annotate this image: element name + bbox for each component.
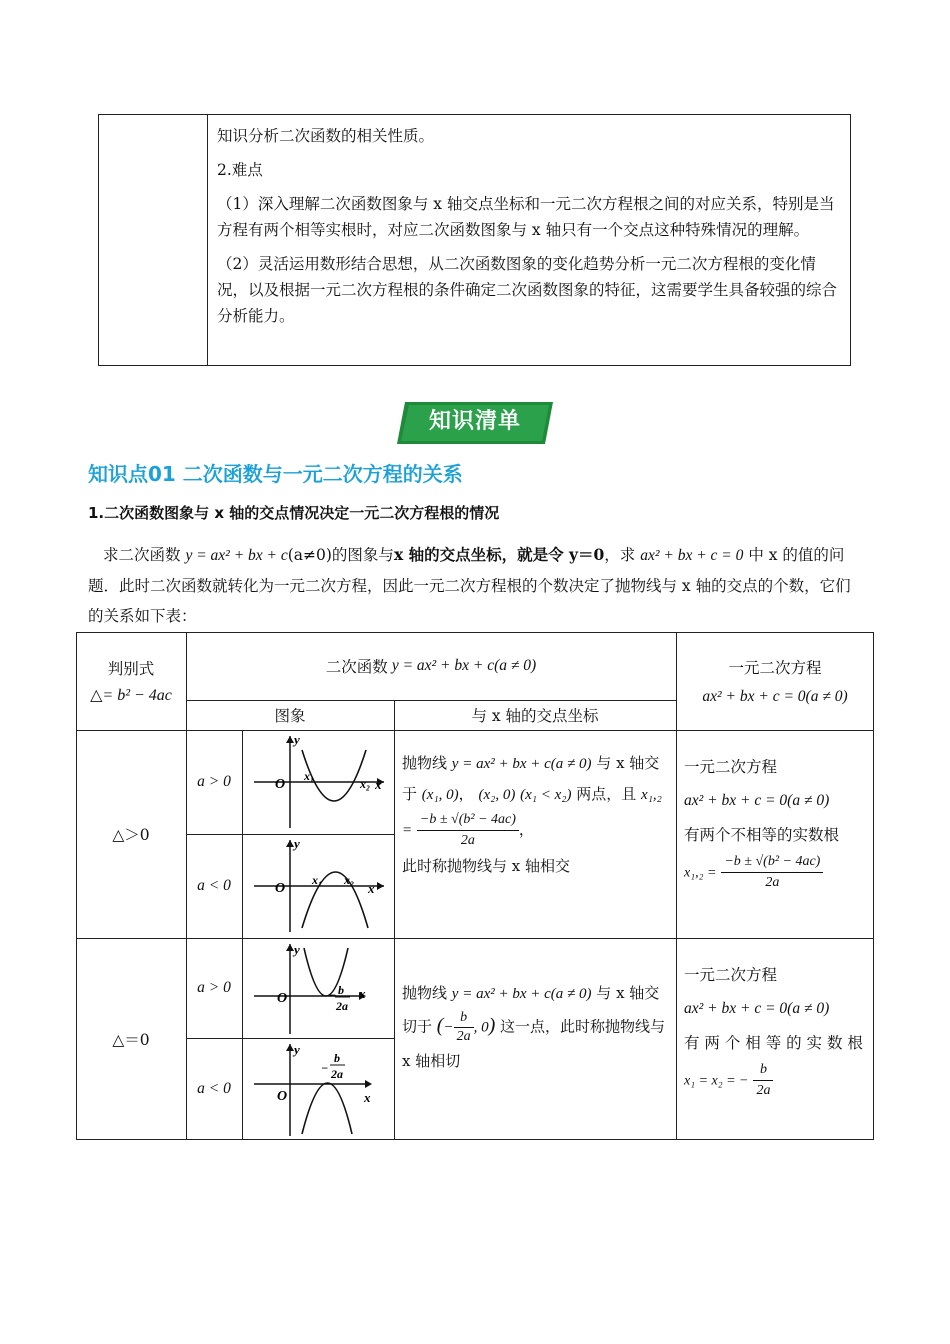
row1-int-a: 抛物线 bbox=[402, 754, 448, 772]
difficulty-point-1: （1）深入理解二次函数图象与 x 轴交点坐标和一元二次方程根之间的对应关系，特别是当方程有两个相等实根时，对应二次函数图象与 x 轴只有一个交点这种特殊情况的理解。 bbox=[217, 195, 835, 239]
graph-x-label: x bbox=[368, 881, 375, 896]
intro-text-b: (a≠0)的图象与 bbox=[287, 546, 394, 564]
graph-vertex-2a: 2a bbox=[331, 1067, 343, 1081]
row2-a-positive: a > 0 bbox=[197, 979, 231, 996]
row1-roots bbox=[684, 750, 868, 893]
header-function-formula: y = ax² + bx + c(a ≠ 0) bbox=[391, 657, 537, 674]
header-discriminant-formula: △= b² − 4ac bbox=[90, 687, 172, 704]
header-graph: 图象 bbox=[274, 707, 306, 725]
intro-formula: y = ax² + bx + c bbox=[185, 547, 288, 564]
row1-a-negative: a < 0 bbox=[197, 877, 231, 894]
row1-roots-numerator: −b ± √(b² − 4ac) bbox=[721, 852, 823, 873]
row1-int-p1: (x₁, 0) bbox=[421, 787, 459, 803]
graph-origin-label: O bbox=[277, 991, 288, 1006]
graph-x2-label: x₂ bbox=[344, 873, 355, 887]
graph-x-label: x bbox=[375, 777, 382, 792]
discriminant-table bbox=[76, 632, 874, 1140]
section-title: 知识点01 二次函数与一元二次方程的关系 bbox=[88, 462, 463, 486]
row1-roots-denominator: 2a bbox=[765, 875, 780, 890]
row2-roots-fraction bbox=[753, 1060, 773, 1101]
row2-int-paren-close: ) bbox=[488, 1014, 496, 1037]
row2-int-formula: y = ax² + bx + c(a ≠ 0) bbox=[451, 986, 592, 1002]
header-equation-formula: ax² + bx + c = 0(a ≠ 0) bbox=[702, 688, 848, 705]
row2-int-numerator: b bbox=[454, 1009, 474, 1028]
intro-text-c: ，求 bbox=[604, 546, 636, 564]
row2-roots bbox=[684, 958, 868, 1101]
knowledge-list-banner bbox=[395, 398, 555, 448]
header-function-label: 二次函数 bbox=[325, 658, 388, 676]
subheading: 1.二次函数图象与 x 轴的交点情况决定一元二次方程根的情况 bbox=[88, 504, 500, 522]
header-equation-label: 一元二次方程 bbox=[728, 659, 822, 677]
table-border bbox=[76, 1139, 874, 1140]
graph-vertex-b: b bbox=[338, 983, 344, 997]
row1-int-formula: y = ax² + bx + c(a ≠ 0) bbox=[451, 756, 592, 772]
graph-x-label: x bbox=[359, 986, 366, 1001]
row2-int-denominator: 2a bbox=[456, 1029, 471, 1044]
table-left-column bbox=[99, 115, 208, 365]
graph-vertex-2a: 2a bbox=[336, 999, 348, 1013]
row2-roots-a: 一元二次方程 bbox=[684, 966, 778, 984]
row1-int-denominator: 2a bbox=[460, 833, 475, 848]
row2-discriminant: △＝0 bbox=[112, 1030, 150, 1049]
graph-x2-label: x₂ bbox=[360, 777, 371, 791]
row1-roots-a: 一元二次方程 bbox=[684, 758, 778, 776]
graph-x1-label: x₁ bbox=[312, 873, 323, 887]
row1-discriminant: △＞0 bbox=[112, 826, 150, 844]
row2-int-fraction bbox=[454, 1009, 474, 1046]
graph-vertex-neg: − bbox=[329, 988, 337, 1002]
intro-text-a: 求二次函数 bbox=[103, 546, 181, 564]
row1-int-b: 与 x 轴交于 bbox=[402, 754, 660, 803]
table-content bbox=[217, 123, 839, 329]
graph-x-label: x bbox=[364, 1090, 371, 1105]
table-rule bbox=[242, 730, 243, 1140]
graph-vertex-neg: − bbox=[321, 1061, 329, 1075]
row2-int-c: 这一点，此时称抛物线与 x 轴相切 bbox=[402, 1017, 666, 1070]
row2-int-paren-open: ( bbox=[436, 1014, 444, 1037]
graph-upward-tangent bbox=[244, 940, 392, 1036]
row1-int-p2: (x₂, 0) bbox=[478, 787, 516, 803]
row1-roots-fraction bbox=[721, 852, 823, 893]
intro-bold: x 轴的交点坐标，就是令 y＝0 bbox=[393, 545, 605, 564]
row1-int-cond: (x₁ < x₂) bbox=[520, 787, 572, 803]
header-discriminant-label: 判别式 bbox=[107, 660, 155, 678]
graph-upward-two-roots bbox=[244, 732, 392, 832]
row1-int-c: 两点，且 bbox=[576, 785, 637, 803]
difficulty-point-2: （2）灵活运用数形结合思想，从二次函数图象的变化趋势分析一元二次方程根的变化情况，以及根据一元二次方程根的条件确定二次函数图象的特征，这需要学生具备较强的综合分析能力。 bbox=[217, 255, 838, 325]
graph-x1-label: x₁ bbox=[304, 769, 315, 783]
row1-a-positive: a > 0 bbox=[197, 773, 231, 790]
difficulty-title: 2.难点 bbox=[217, 161, 263, 179]
graph-vertex-b: b bbox=[334, 1051, 340, 1065]
header-intersection: 与 x 轴的交点坐标 bbox=[471, 707, 599, 725]
header-equation bbox=[676, 632, 874, 730]
table-rule bbox=[394, 700, 395, 1140]
graph-y-label: y bbox=[294, 836, 300, 851]
intro-paragraph bbox=[88, 540, 864, 631]
difficulty-table bbox=[98, 114, 851, 366]
header-function bbox=[186, 632, 676, 700]
analysis-line: 知识分析二次函数的相关性质。 bbox=[217, 127, 435, 145]
row1-roots-formula: ax² + bx + c = 0(a ≠ 0) bbox=[684, 792, 830, 809]
row2-a-negative: a < 0 bbox=[197, 1079, 231, 1097]
row2-roots-formula: ax² + bx + c = 0(a ≠ 0) bbox=[684, 1000, 830, 1017]
graph-origin-label: O bbox=[275, 881, 286, 896]
row2-roots-b: 有 两 个 相 等 的 实 数 根 bbox=[684, 1034, 863, 1052]
intro-formula-2: ax² + bx + c = 0 bbox=[640, 547, 744, 564]
graph-y-label: y bbox=[294, 942, 300, 957]
graph-origin-label: O bbox=[277, 1089, 288, 1104]
graph-origin-label: O bbox=[275, 777, 286, 792]
row2-roots-numerator: b bbox=[753, 1060, 773, 1081]
header-discriminant bbox=[76, 632, 186, 730]
banner-text: 知识清单 bbox=[428, 409, 521, 434]
graph-downward-tangent bbox=[244, 1040, 392, 1138]
row2-int-b: 与 x 轴交切于 bbox=[402, 984, 660, 1036]
row1-int-fraction bbox=[417, 810, 519, 851]
graph-downward-two-roots bbox=[244, 836, 392, 936]
row2-roots-denominator: 2a bbox=[756, 1083, 771, 1098]
row2-intersection: 抛物线 y = ax² + bx + c(a ≠ 0) 与 x 轴交切于 (− $\frac{b}{2a}$ , 0) 这一点，此时称抛物线与 x 轴相切 bbox=[402, 984, 666, 1070]
row1-roots-x12: x₁,₂ = bbox=[684, 865, 717, 881]
row2-roots-eq: x₁ = x₂ = − bbox=[684, 1073, 749, 1089]
row1-int-x12: x₁,₂ = bbox=[402, 787, 662, 839]
row1-int-numerator: −b ± √(b² − 4ac) bbox=[417, 810, 519, 831]
row1-roots-b: 有两个不相等的实数根 bbox=[684, 826, 840, 844]
row1-int-d: 此时称抛物线与 x 轴相交 bbox=[402, 857, 570, 875]
graph-y-label: y bbox=[294, 1042, 300, 1057]
row1-intersection: 抛物线 y = ax² + bx + c(a ≠ 0) 与 x 轴交于 (x₁, 0)， (x₂, 0) (x₁ < x₂) 两点，且 x₁,₂ = $\frac{\text{−b ± √(b² − 4ac)}}{2a}$ ， 此时称抛物线与 x 轴相交 bbox=[402, 748, 670, 881]
graph-y-label: y bbox=[294, 732, 300, 747]
row2-int-a: 抛物线 bbox=[402, 984, 448, 1002]
intro-text-d: 中 x 的值的问题．此时二次函数就转化为一元二次方程，因此一元二次方程根的个数决定了抛物线与 x 轴的交点的个数，它们的关系如下表： bbox=[88, 546, 851, 625]
